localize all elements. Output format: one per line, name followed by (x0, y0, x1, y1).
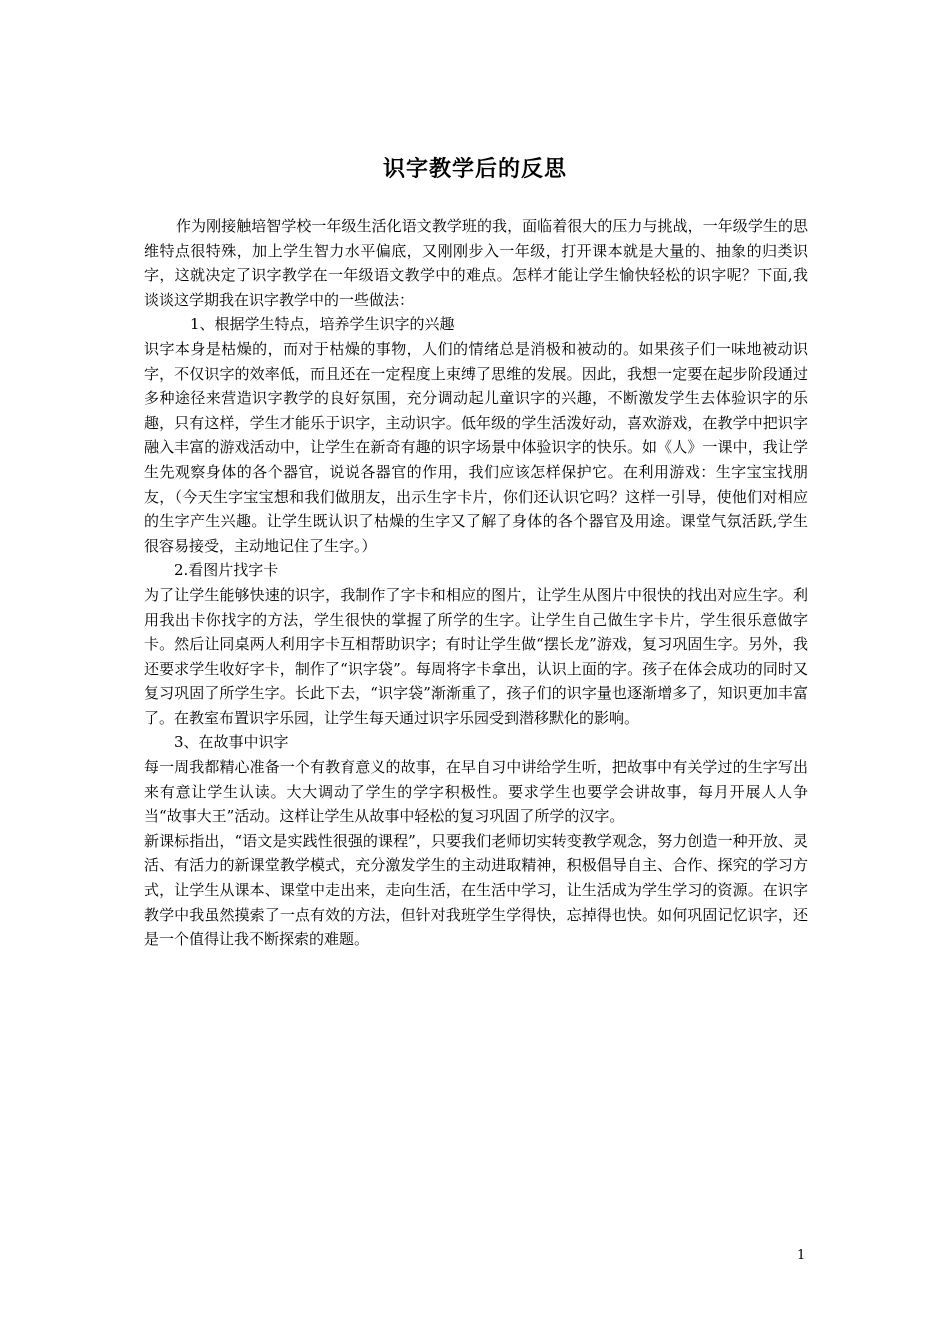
intro-paragraph: 作为刚接触培智学校一年级生活化语文教学班的我，面临着很大的压力与挑战，一年级学生的思维特点很特殊，加上学生智力水平偏底，又刚刚步入一年级，打开课本就是大量的、抽象的归类识字，这就决定了识字教学在一年级语文教学中的难点。怎样才能让学生愉快轻松的识字呢？下面,我谈谈这学期我在识字教学中的一些做法： (144, 217, 808, 309)
section-3-paragraph: 每一周我都精心准备一个有教育意义的故事，在早自习中讲给学生听，把故事中有关学过的生字写出来有意让学生认读。大大调动了学生的学字积极性。要求学生也要学会讲故事，每月开展人人争当“故事大王”活动。这样让学生从故事中轻松的复习巩固了所学的汉字。 (144, 758, 808, 826)
section-1-paragraph: 识字本身是枯燥的，而对于枯燥的事物，人们的情绪总是消极和被动的。如果孩子们一味地被动识字，不仅识字的效率低，而且还在一定程度上束缚了思维的发展。因此，我想一定要在起步阶段通过多种途径来营造识字教学的良好氛围，充分调动起儿童识字的兴趣，不断激发学生去体验识字的乐趣，只有这样，学生才能乐于识字，主动识字。低年级的学生活泼好动，喜欢游戏，在教学中把识字融入丰富的游戏活动中，让学生在新奇有趣的识字场景中体验识字的快乐。如《人》一课中，我让学生先观察身体的各个器官，说说各器官的作用，我们应该怎样保护它。在利用游戏：生字宝宝找朋友，（今天生字宝宝想和我们做朋友，出示生字卡片，你们还认识它吗？这样一引导，使他们对相应的生字产生兴趣。让学生既认识了枯燥的生字又了解了身体的各个器官及用途。课堂气氛活跃,学生很容易接受，主动地记住了生字。） (144, 339, 808, 555)
section-2-paragraph: 为了让学生能够快速的识字，我制作了字卡和相应的图片，让学生从图片中很快的找出对应生字。利用我出卡你找字的方法，学生很快的掌握了所学的生字。让学生自己做生字卡片，学生很乐意做字卡。然后让同桌两人利用字卡互相帮助识字；有时让学生做“摆长龙”游戏，复习巩固生字。另外，我还要求学生收好字卡，制作了“识字袋”。每周将字卡拿出，认识上面的字。孩子在体会成功的同时又复习巩固了所学生字。长此下去，“识字袋”渐渐重了，孩子们的识字量也逐渐增多了，知识更加丰富了。在教室布置识字乐园，让学生每天通过识字乐园受到潜移默化的影响。 (144, 585, 808, 727)
section-heading-1: 1、根据学生特点，培养学生识字的兴趣 (190, 315, 455, 334)
document-title: 识字教学后的反思 (382, 157, 567, 182)
section-heading-3: 3、在故事中识字 (174, 733, 289, 752)
conclusion-paragraph: 新课标指出，“语文是实践性很强的课程”，只要我们老师切实转变教学观念，努力创造一种开放、灵活、有活力的新课堂教学模式，充分激发学生的主动进取精神，积极倡导自主、合作、探究的学习方式，让学生从课本、课堂中走出来，走向生活，在生活中学习，让生活成为学生学习的资源。在识字教学中我虽然摸索了一点有效的方法，但针对我班学生学得快，忘掉得也快。如何巩固记忆识字，还是一个值得让我不断探索的难题。 (144, 831, 808, 949)
page-number: 1 (797, 1248, 806, 1263)
document-body (144, 214, 808, 952)
section-heading-2: 2.看图片找字卡 (174, 561, 279, 580)
